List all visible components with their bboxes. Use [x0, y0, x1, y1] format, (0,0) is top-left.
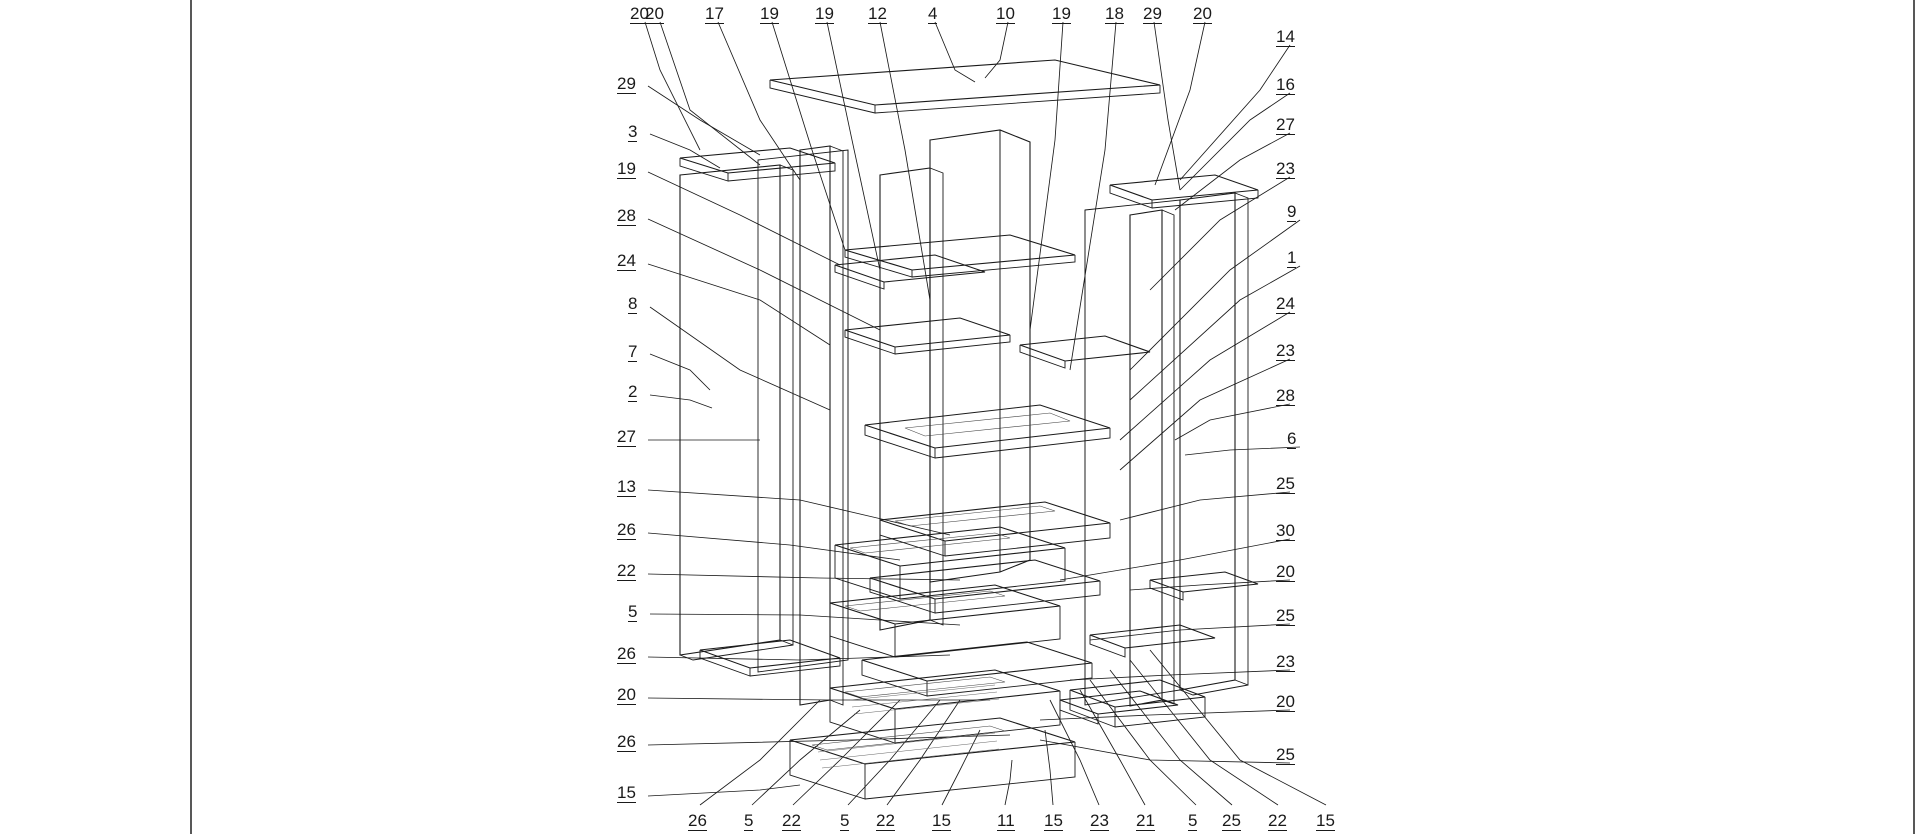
leader-lines [645, 22, 1326, 805]
callout-number: 24 [617, 251, 636, 270]
callout-number: 24 [1276, 294, 1295, 313]
left-back-panel [758, 150, 848, 672]
callout-number: 22 [1268, 811, 1287, 830]
middle-shelf [865, 405, 1110, 458]
left-top-cap [680, 148, 835, 181]
callout-number: 17 [705, 4, 724, 23]
callout-number: 5 [1188, 811, 1198, 830]
callout-number: 6 [1287, 429, 1297, 448]
callout-number: 1 [1287, 248, 1297, 267]
callout-number: 15 [617, 783, 636, 802]
callout-number: 2 [628, 382, 638, 401]
drawer-stack [790, 502, 1110, 799]
callout-number: 23 [1276, 159, 1295, 178]
top-panel [770, 60, 1160, 113]
callout-number: 22 [617, 561, 636, 580]
callout-number: 15 [932, 811, 951, 830]
upper-shelves [835, 235, 1150, 368]
callout-number: 22 [876, 811, 895, 830]
center-panel-2 [880, 168, 943, 630]
left-side-panel [680, 165, 793, 660]
callout-number: 28 [1276, 386, 1295, 405]
assembly-geometry [680, 60, 1258, 799]
callout-number: 26 [688, 811, 707, 830]
right-shelves [1060, 572, 1258, 724]
callout-number: 28 [617, 206, 636, 225]
page-border [191, 0, 1914, 834]
callout-number: 7 [628, 342, 638, 361]
callout-number: 25 [1276, 474, 1295, 493]
callout-number: 3 [628, 122, 638, 141]
callout-number: 26 [617, 732, 636, 751]
callout-number: 19 [815, 4, 834, 23]
callout-number: 23 [1090, 811, 1109, 830]
right-side-panel [1180, 193, 1248, 695]
callout-number: 19 [617, 159, 636, 178]
callout-number: 11 [997, 811, 1015, 830]
callout-number: 26 [617, 520, 636, 539]
callout-number: 20 [630, 4, 649, 23]
callout-number: 15 [1316, 811, 1335, 830]
left-inner-panel [800, 146, 843, 705]
callout-number: 30 [1276, 521, 1295, 540]
callout-number: 23 [1276, 652, 1295, 671]
right-base [1070, 680, 1205, 727]
callout-number: 29 [1143, 4, 1162, 23]
callout-number: 5 [744, 811, 754, 830]
callout-number: 4 [928, 4, 938, 23]
callout-number: 25 [1276, 606, 1295, 625]
center-divider-panel [930, 130, 1030, 582]
callout-number: 20 [1276, 692, 1295, 711]
right-back-panel [1085, 200, 1180, 705]
callout-number: 13 [617, 477, 636, 496]
callout-number: 25 [1222, 811, 1241, 830]
callout-number: 5 [628, 602, 638, 621]
callout-number: 16 [1276, 75, 1295, 94]
callout-number: 9 [1287, 202, 1297, 221]
callout-number: 25 [1276, 745, 1295, 764]
callout-number: 27 [1276, 115, 1295, 134]
callout-number: 20 [1276, 562, 1295, 581]
callout-number: 27 [617, 427, 636, 446]
callout-number: 5 [840, 811, 850, 830]
callout-number: 18 [1105, 4, 1124, 23]
callout-number: 22 [782, 811, 801, 830]
callout-number: 15 [1044, 811, 1063, 830]
callout-number: 20 [617, 685, 636, 704]
callout-number: 29 [617, 74, 636, 93]
callout-number: 20 [645, 4, 664, 23]
callout-number: 23 [1276, 341, 1295, 360]
callout-number: 8 [628, 294, 638, 313]
callout-number: 19 [760, 4, 779, 23]
callout-number: 10 [996, 4, 1015, 23]
callout-number: 14 [1276, 27, 1295, 46]
callout-number: 21 [1136, 811, 1155, 830]
callout-number: 12 [868, 4, 887, 23]
callout-number: 26 [617, 644, 636, 663]
callout-number: 19 [1052, 4, 1071, 23]
callout-number: 20 [1193, 4, 1212, 23]
construction-lines [680, 130, 1235, 706]
